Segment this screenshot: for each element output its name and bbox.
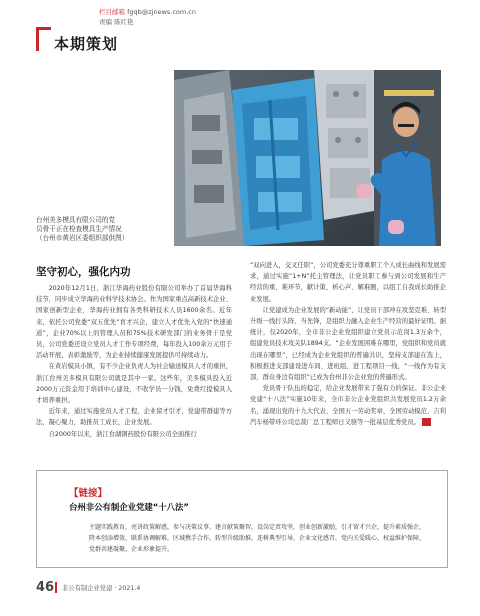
caption-line: 台州美多模具有限公司的党 xyxy=(36,216,116,224)
link-title: 台州非公有制企业党建“十八法” xyxy=(69,502,189,512)
responsible-editor: 责编 陈红艳 xyxy=(99,18,134,26)
worker-inspection-photo xyxy=(174,70,441,246)
article-paragraph: “双向进入，交叉任职”，公司党委充分尊重职工个人成长曲线和发展需求，通过实施“1+N”托主管理法，让党员职工参与到公司发展和生产经营的重、难环节，献计策、析心声、解难题，以组工自我成长助推企业发展。 xyxy=(250,262,446,303)
column-mailbox xyxy=(99,7,196,16)
caption-line: （台州市黄岩区委组织部供图） xyxy=(36,234,129,242)
page-number: 46 xyxy=(36,580,55,595)
footer-divider xyxy=(55,582,57,593)
article-end-mark xyxy=(422,418,431,426)
article-paragraph: 让党建成为企业发展的“新动能”，让党员干部冲在攻坚克难、转型升级一线打头阵、当先锋，是组织力融入企业生产经营的最好证明。据统计，仅2020年，全市非公企业党组织建立党员示范岗1.3万余个，组建党员技术攻关队1894支。“企业发展困难在哪里，党组织和党员就出现在哪里”，已经成为企业党组织的普遍共识，坚持支部建在选上，积极推进支部建设进车间、进班组、进工程项目一线，“一线作为有支部，群众身边有组织”已成为台州非公企业党的普遍形式。 xyxy=(250,306,446,382)
article-paragraph: 在黄岩模具小镇，有不少企业负责人为社会输送模具人才的重担，浙江台州美多模具有限公司就是其中一家。这些年，美多模具投入近2000万元资金用于培训中心建设，不收学员一分钱，免费红提模具人才培养重担。 xyxy=(36,363,232,405)
article-paragraph: 近年来，通过实施党员人才工程，企业留才引才，党建带群建等方法，凝心聚力，助推员工成长，企业发展。 xyxy=(36,408,232,427)
article-paragraph: 自2000年以来，浙江台湖钢药股份有限公司全面推行 xyxy=(48,430,197,438)
publication-name: 非公有制企业党建 · 2021.4 xyxy=(62,585,141,592)
caption-line: 员骨干正在检查模具生产情况 xyxy=(36,225,122,233)
header-bracket-decoration xyxy=(36,27,51,51)
mailbox-label: 栏目邮箱 xyxy=(99,8,125,16)
mailbox-email: fgqb@zjnews.com.cn xyxy=(127,8,196,16)
article-paragraph-last xyxy=(250,383,446,428)
article-paragraph: 2020年12月1日，浙江华海药业股份有限公司举办了首届华海科技节，同步成立华海药业科学技术协会。作为国家重点高新技术企业、国家创新型企业，华海药业拥有各类科研技术人员1600余名。近年来，依托公司党委“双五优先”育才兴企，建立人才优先入党的“快速通道”，企业70%以上的管理人员和75%技术研发部门的业务骨干是党员，公司党委还设立党员人才工作专项经费，每年投入100余万元用于活动开展，表彰激励等，为企业持续健康发展提供可持续动力。 xyxy=(36,285,232,360)
article-right-column xyxy=(250,260,446,428)
link-tag: 【链接】 xyxy=(69,488,108,499)
section-title: 本期策划 xyxy=(54,35,119,53)
photo-caption xyxy=(36,216,168,243)
link-body: 主题实践教育，亮讲政策解惑，参与决策议事，建言献策聚智，设岗定责攻坚，创业创新激励，引才留才兴企，提升素质强企，降本创添增效，联系协调解难，区域携手合作，转型升级助推，连树典型引导，企业文化感召，党内关爱暖心，权益维护保障，党群共建凝聚，企业形象提升。 xyxy=(89,524,426,553)
article-paragraph-text: 党员骨干队伍的稳定，给企业发展带来了强有力的保证。非公企业党建“十八法”实施10年来，全市非公企业党组织共发展党员1.2万余名，涌现出党的十九大代表、全国五一劳动奖章、全国劳动模范、吉利汽车杨带环公司总裁厂总工程师日又骆等一批基层优秀党员。 xyxy=(250,385,446,426)
article-subheading: 坚守初心，强化内功 xyxy=(36,266,131,278)
article-left-column xyxy=(36,283,232,440)
link-sidebar-box xyxy=(36,470,448,568)
